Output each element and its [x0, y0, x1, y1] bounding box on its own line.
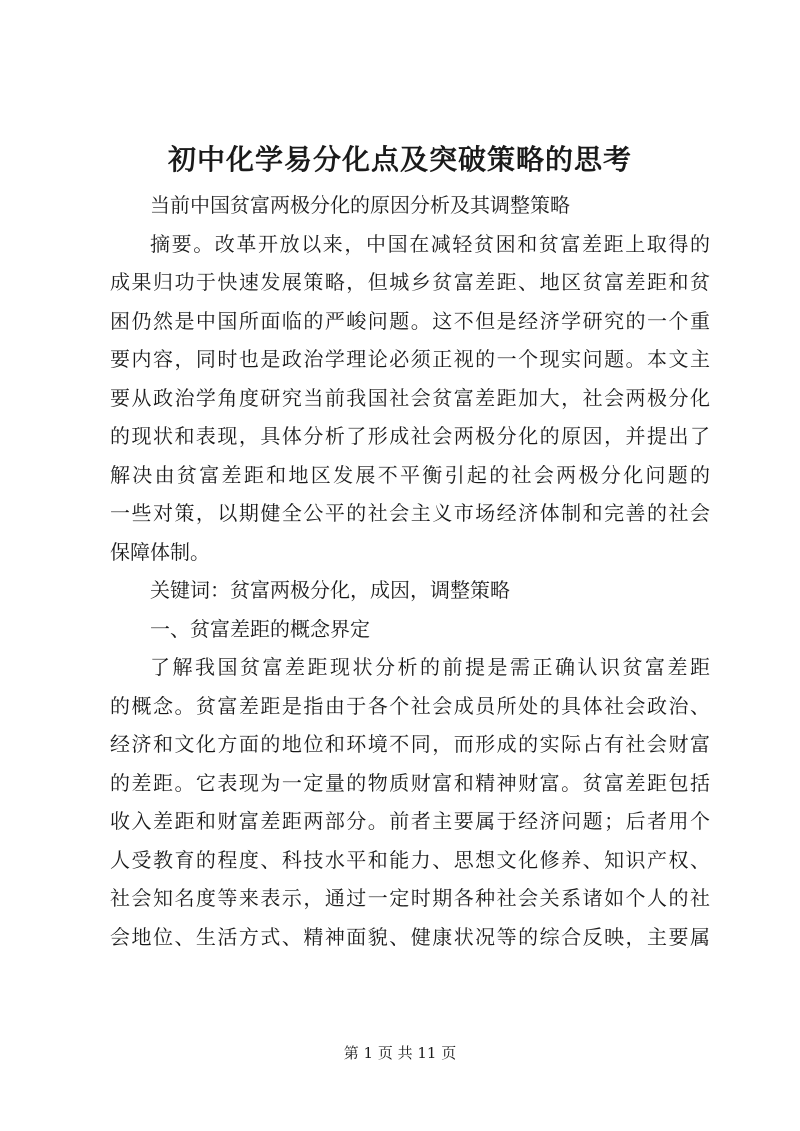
- paragraph-line: 了解我国贫富差距现状分析的前提是需正确认识贫富差距: [150, 655, 710, 679]
- section-heading: 一、贫富差距的概念界定: [150, 616, 370, 641]
- paragraph-line: 解决由贫富差距和地区发展不平衡引起的社会两极分化问题的: [110, 462, 710, 487]
- paragraph-line: 的现状和表现，具体分析了形成社会两极分化的原因，并提出了: [110, 424, 710, 448]
- document-body: [110, 186, 710, 956]
- paragraph-line: 要内容，同时也是政治学理论必须正视的一个现实问题。本文主: [110, 347, 710, 371]
- paragraph-line: 保障体制。: [110, 539, 210, 564]
- paragraph-line: 困仍然是中国所面临的严峻问题。这不但是经济学研究的一个重: [110, 308, 710, 333]
- paragraph-line: 会地位、生活方式、精神面貌、健康状况等的综合反映，主要属: [110, 924, 710, 949]
- paragraph-line: 经济和文化方面的地位和环境不同，而形成的实际占有社会财富: [110, 732, 710, 756]
- paragraph-line: 成果归功于快速发展策略，但城乡贫富差距、地区贫富差距和贫: [110, 270, 710, 294]
- paragraph-line: 的差距。它表现为一定量的物质财富和精神财富。贫富差距包括: [110, 770, 710, 795]
- page-number-footer: 第 1 页 共 11 页: [343, 1044, 457, 1062]
- paragraph-line: 摘要。改革开放以来，中国在减轻贫困和贫富差距上取得的: [150, 231, 710, 256]
- paragraph-line: 社会知名度等来表示，通过一定时期各种社会关系诸如个人的社: [110, 886, 710, 910]
- paragraph-line: 人受教育的程度、科技水平和能力、思想文化修养、知识产权、: [110, 847, 710, 872]
- document-title: 初中化学易分化点及突破策略的思考: [167, 143, 632, 176]
- paragraph-line: 收入差距和财富差距两部分。前者主要属于经济问题；后者用个: [110, 809, 710, 833]
- paragraph-line: 一些对策，以期健全公平的社会主义市场经济体制和完善的社会: [110, 501, 710, 525]
- paragraph-line: 的概念。贫富差距是指由于各个社会成员所处的具体社会政治、: [110, 693, 710, 718]
- subtitle-line: 当前中国贫富两极分化的原因分析及其调整策略: [150, 193, 570, 217]
- keywords-line: 关键词：贫富两极分化，成因，调整策略: [150, 578, 510, 602]
- paragraph-line: 要从政治学角度研究当前我国社会贫富差距加大，社会两极分化: [110, 385, 710, 410]
